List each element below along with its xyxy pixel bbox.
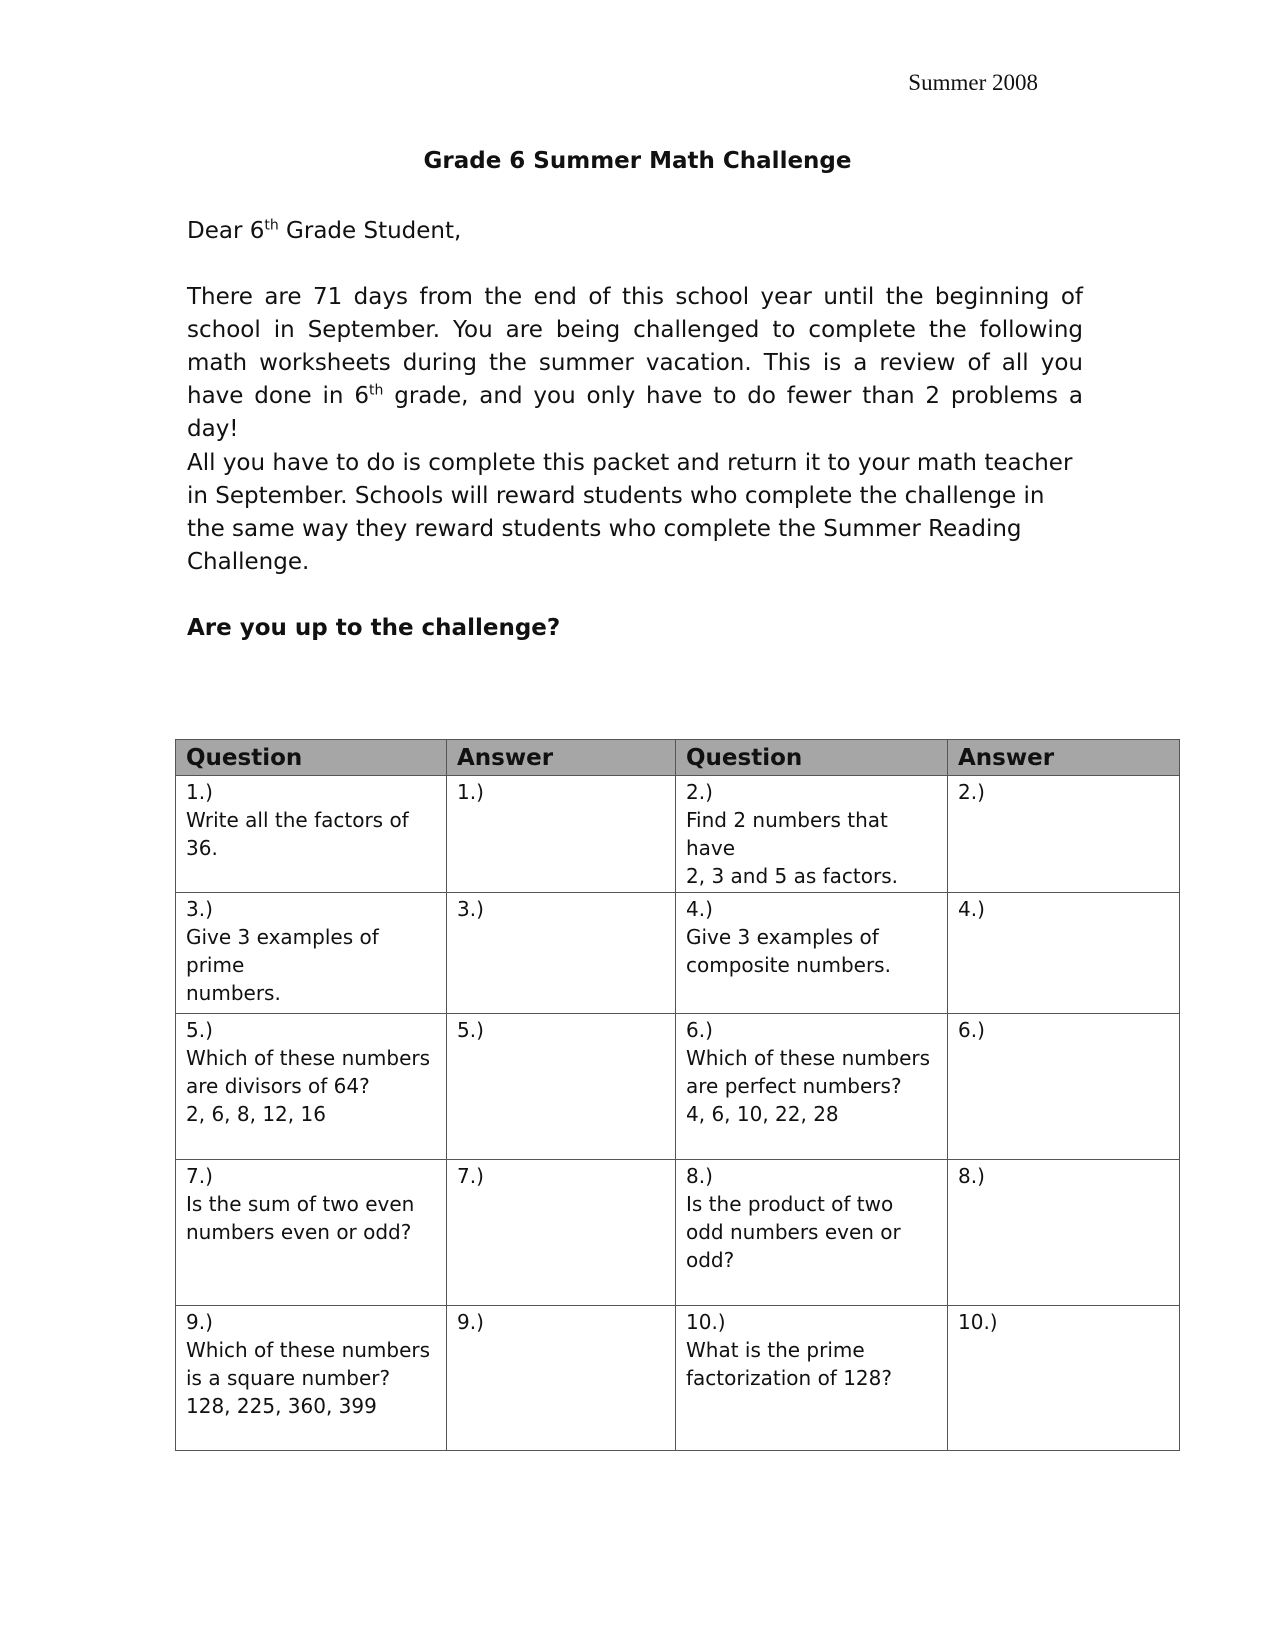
answer-cell[interactable] — [948, 776, 1180, 893]
table-row — [176, 1306, 1180, 1451]
question-text-line: Find 2 numbers that have — [686, 808, 888, 860]
answer-number: 10.) — [958, 1310, 998, 1334]
answer-cell[interactable] — [948, 1160, 1180, 1306]
question-text-line: is a square number? — [186, 1366, 391, 1390]
answer-cell[interactable] — [447, 1014, 676, 1160]
question-text-line: Give 3 examples of prime — [186, 925, 379, 977]
question-text-line: 4, 6, 10, 22, 28 — [686, 1102, 839, 1126]
question-cell — [676, 1306, 948, 1451]
answer-number: 1.) — [457, 780, 484, 804]
intro-superscript: th — [369, 382, 384, 399]
header-date: Summer 2008 — [908, 70, 1038, 95]
question-text-line: numbers even or odd? — [186, 1220, 412, 1244]
answer-number: 8.) — [958, 1164, 985, 1188]
question-text-line: What is the prime — [686, 1338, 865, 1362]
question-text-line: 128, 225, 360, 399 — [186, 1394, 377, 1418]
question-number: 2.) — [686, 780, 713, 804]
answer-cell[interactable] — [447, 1306, 676, 1451]
question-cell — [176, 1014, 447, 1160]
salutation-text-after: Grade Student, — [278, 218, 462, 244]
question-text-line: Is the product of two — [686, 1192, 894, 1216]
question-cell — [176, 1306, 447, 1451]
header-answer-1: Answer — [447, 740, 676, 776]
question-number: 5.) — [186, 1018, 213, 1042]
table-row — [176, 893, 1180, 1014]
answer-number: 4.) — [958, 897, 985, 921]
instructions-paragraph: All you have to do is complete this packet and return it to your math teacher in September. Schools will reward students who complete the challenge in the same way they reward students who complete the Summer Reading Challenge. — [187, 450, 1073, 575]
question-text-line: 2, 3 and 5 as factors. — [686, 864, 898, 888]
question-cell — [676, 1014, 948, 1160]
page-title: Grade 6 Summer Math Challenge — [423, 148, 852, 174]
question-number: 1.) — [186, 780, 213, 804]
challenge-question: Are you up to the challenge? — [187, 615, 561, 641]
question-text-line: Which of these numbers — [186, 1338, 431, 1362]
question-cell — [676, 893, 948, 1014]
question-number: 9.) — [186, 1310, 213, 1334]
salutation-text-before: Dear 6 — [187, 218, 265, 244]
question-text-line: Write all the factors of — [186, 808, 409, 832]
table-row — [176, 776, 1180, 893]
salutation — [187, 215, 1083, 248]
salutation-superscript: th — [264, 217, 279, 234]
intro-text-after: grade, and you only have to do fewer than 2 problems a day! — [187, 383, 1083, 442]
intro-text-before: There are 71 days from the end of this school year until the beginning of school in September. You are being challenged to complete the following math worksheets during the summer vacation. This is a review of all you have done in 6 — [187, 284, 1083, 409]
question-number: 10.) — [686, 1310, 726, 1334]
table-row — [176, 1160, 1180, 1306]
answer-cell[interactable] — [447, 893, 676, 1014]
question-text-line: odd? — [686, 1248, 735, 1272]
question-cell — [176, 893, 447, 1014]
header-answer-2: Answer — [948, 740, 1180, 776]
question-number: 8.) — [686, 1164, 713, 1188]
question-number: 6.) — [686, 1018, 713, 1042]
answer-number: 9.) — [457, 1310, 484, 1334]
question-text-line: odd numbers even or — [686, 1220, 901, 1244]
question-cell — [176, 1160, 447, 1306]
table-row — [176, 1014, 1180, 1160]
question-text-line: are perfect numbers? — [686, 1074, 902, 1098]
question-text-line: numbers. — [186, 981, 281, 1005]
question-text-line: composite numbers. — [686, 953, 891, 977]
answer-number: 7.) — [457, 1164, 484, 1188]
question-number: 3.) — [186, 897, 213, 921]
answer-number: 6.) — [958, 1018, 985, 1042]
question-text-line: Which of these numbers — [186, 1046, 431, 1070]
question-text-line: Which of these numbers — [686, 1046, 931, 1070]
question-text-line: are divisors of 64? — [186, 1074, 370, 1098]
answer-number: 2.) — [958, 780, 985, 804]
question-text-line: 2, 6, 8, 12, 16 — [186, 1102, 326, 1126]
answer-cell[interactable] — [948, 893, 1180, 1014]
question-text-line: Give 3 examples of — [686, 925, 879, 949]
question-text-line: 36. — [186, 836, 218, 860]
answer-number: 3.) — [457, 897, 484, 921]
answer-cell[interactable] — [948, 1014, 1180, 1160]
header-question-1: Question — [176, 740, 447, 776]
question-cell — [176, 776, 447, 893]
question-text-line: factorization of 128? — [686, 1366, 892, 1390]
header-question-2: Question — [676, 740, 948, 776]
question-number: 7.) — [186, 1164, 213, 1188]
answer-number: 5.) — [457, 1018, 484, 1042]
question-answer-table — [175, 739, 1180, 1451]
question-text-line: Is the sum of two even — [186, 1192, 415, 1216]
question-cell — [676, 776, 948, 893]
answer-cell[interactable] — [447, 1160, 676, 1306]
answer-cell[interactable] — [447, 776, 676, 893]
question-cell — [676, 1160, 948, 1306]
answer-cell[interactable] — [948, 1306, 1180, 1451]
question-number: 4.) — [686, 897, 713, 921]
table-header-row — [176, 740, 1180, 776]
intro-paragraph — [187, 281, 1083, 446]
